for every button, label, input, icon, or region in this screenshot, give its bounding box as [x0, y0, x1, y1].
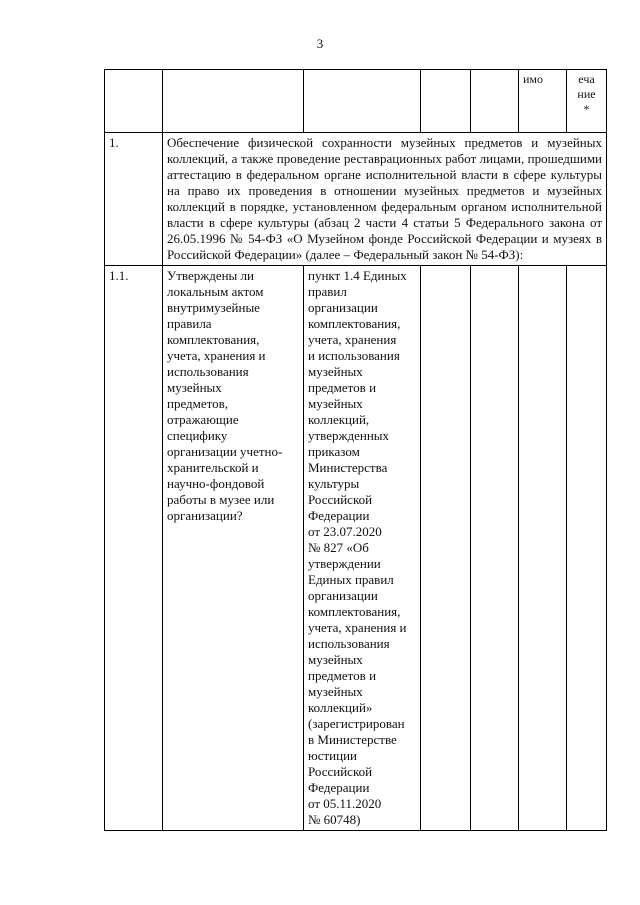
note-cell[interactable]: [567, 266, 607, 831]
header-note-text: еча ние *: [577, 72, 596, 116]
checklist-table: [104, 69, 607, 831]
section-number: 1.: [109, 135, 119, 150]
section-row: [105, 133, 607, 266]
page-number: 3: [316, 36, 324, 51]
header-not-applicable-text: имо: [523, 72, 544, 86]
row-number-cell: [105, 266, 163, 831]
section-text-cell: [163, 133, 607, 266]
header-cell-reference: [304, 70, 421, 133]
section-text: Обеспечение физической сохранности музейных предметов и музейных коллекций, а также проведение реставрационных работ лицами, прошедшими аттестацию в федеральном органе исполнительной власти в сфере культуры на право их проведения в отношении музейных предметов и музейных коллекций в порядке, установленном федеральным органом исполнительной власти в сфере культуры (абзац 2 части 4 статьи 5 Федерального закона от 26.05.1996 № 54-ФЗ «О Музейном фонде Российской Федерации и музеях в Российской Федерации» (далее – Федеральный закон № 54-ФЗ):: [167, 135, 602, 262]
answer-cell-yes[interactable]: [421, 266, 471, 831]
section-number-cell: [105, 133, 163, 266]
header-cell-not-applicable: [519, 70, 567, 133]
header-cell-yes: [421, 70, 471, 133]
header-cell-question: [163, 70, 304, 133]
answer-cell-no[interactable]: [471, 266, 519, 831]
header-cell-number: [105, 70, 163, 133]
reference-cell: [304, 266, 421, 831]
question-text: Утверждены ли локальным актом внутримузейные правила комплектования, учета, хранения и использования музейных предметов, отражающие специфику организации учетно- хранительской и научно-фондовой работы в музее или организации?: [167, 268, 283, 523]
question-cell: [163, 266, 304, 831]
row-number: 1.1.: [109, 268, 129, 283]
reference-text: пункт 1.4 Единых правил организации комплектования, учета, хранения и использования музейных предметов и музейных коллекций, утвержденных приказом Министерства культуры Российской Федерации от 23.07.2020 № 827 «Об утверждении Единых правил организации комплектования, учета, хранения и использования музейных предметов и музейных коллекций» (зарегистрирован в Министерстве юстиции Российской Федерации от 05.11.2020 № 60748): [308, 268, 407, 827]
header-cell-no: [471, 70, 519, 133]
answer-cell-not-applicable[interactable]: [519, 266, 567, 831]
table-row: [105, 266, 607, 831]
table-header-row: [105, 70, 607, 133]
header-cell-note: [567, 70, 607, 133]
